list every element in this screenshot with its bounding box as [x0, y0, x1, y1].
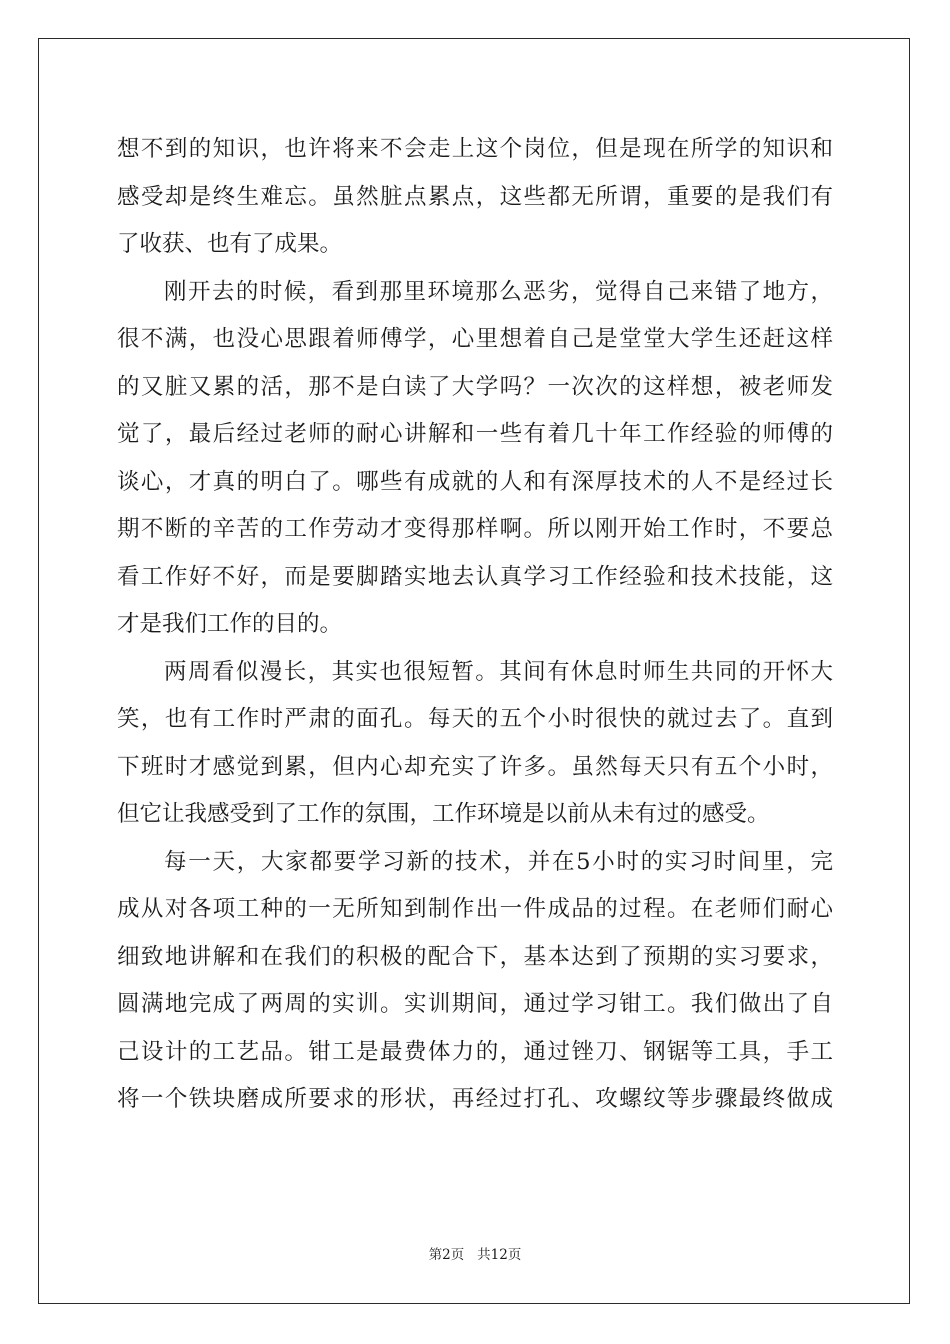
paragraph-2: [117, 269, 833, 649]
text-line: 圆满地完成了两周的实训。实训期间，通过学习钳工。我们做出了自: [117, 991, 833, 1017]
text-line: 两周看似漫长，其实也很短暂。其间有休息时师生共同的开怀大: [164, 658, 833, 685]
text-line: 很不满，也没心思跟着师傅学，心里想着自己是堂堂大学生还赶这样: [117, 326, 833, 352]
text-line: 的又脏又累的活，那不是白读了大学吗？一次次的这样想，被老师发: [117, 373, 833, 400]
paragraph-3: [117, 649, 833, 839]
text-line: 了收获、也有了成果。: [117, 231, 343, 257]
paragraph-4: [117, 839, 833, 1124]
document-body: [117, 126, 833, 1124]
text-line: 看工作好不好，而是要脚踏实地去认真学习工作经验和技术技能，这: [117, 563, 833, 590]
text-line: 想不到的知识，也许将来不会走上这个岗位，但是现在所学的知识和: [117, 136, 833, 162]
text-line: 将一个铁块磨成所要求的形状，再经过打孔、攻螺纹等步骤最终做成: [117, 1086, 833, 1112]
text-line: 感受却是终生难忘。虽然脏点累点，这些都无所谓，重要的是我们有: [117, 183, 833, 210]
text-line: 笑，也有工作时严肃的面孔。每天的五个小时很快的就过去了。直到: [117, 706, 833, 732]
page-number-footer: 第2页 共12页: [428, 1247, 522, 1263]
text-line: 谈心，才真的明白了。哪些有成就的人和有深厚技术的人不是经过长: [117, 468, 833, 495]
paragraph-1: [117, 126, 833, 269]
text-line: 下班时才感觉到累，但内心却充实了许多。虽然每天只有五个小时，: [117, 753, 833, 780]
text-line: 细致地讲解和在我们的积极的配合下，基本达到了预期的实习要求，: [117, 943, 833, 970]
text-line: 才是我们工作的目的。: [117, 611, 343, 637]
text-line: 觉了，最后经过老师的耐心讲解和一些有着几十年工作经验的师傅的: [117, 421, 833, 447]
text-line: 成从对各项工种的一无所知到制作出一件成品的过程。在老师们耐心: [117, 896, 833, 922]
text-line: 己设计的工艺品。钳工是最费体力的，通过锉刀、钢锯等工具，手工: [117, 1038, 833, 1065]
text-line: 期不断的辛苦的工作劳动才变得那样啊。所以刚开始工作时，不要总: [117, 516, 833, 542]
text-line: 每一天，大家都要学习新的技术，并在5小时的实习时间里，完: [164, 848, 833, 875]
text-line: 刚开去的时候，看到那里环境那么恶劣，觉得自己来错了地方，: [164, 278, 833, 305]
text-line: 但它让我感受到了工作的氛围，工作环境是以前从未有过的感受。: [117, 801, 770, 827]
